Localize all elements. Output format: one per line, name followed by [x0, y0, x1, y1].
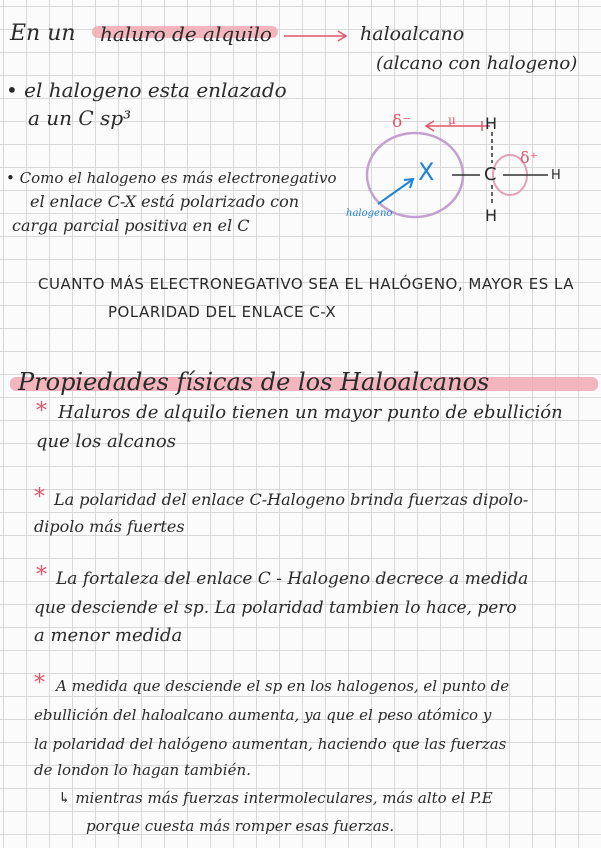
point3-line2: que desciende el sp. La polaridad tambien lo hace, pero: [34, 598, 517, 618]
dipole-mu-label: μ: [448, 113, 456, 127]
point4-star: *: [34, 671, 45, 696]
atom-h-bottom: H: [485, 206, 498, 225]
point3-line1: La fortaleza del enlace C - Halogeno decrece a medida: [56, 569, 529, 589]
bullet2-line2: el enlace C-X está polarizado con: [30, 192, 300, 211]
point3-star: *: [36, 563, 47, 588]
delta-plus-label: δ⁺: [520, 148, 539, 167]
statement-line2: POLARIDAD DEL ENLACE C-X: [108, 303, 337, 321]
bullet2-line3: carga parcial positiva en el C: [12, 216, 250, 235]
point4-line2: ebullición del haloalcano aumenta, ya que el peso atómico y: [34, 706, 492, 724]
point4-line1: A medida que desciende el sp en los halogenos, el punto de: [56, 677, 510, 695]
intro-line1-b: haloalcano: [360, 23, 465, 45]
point2-line2: dipolo más fuertes: [34, 517, 185, 536]
atom-h-right: H: [551, 168, 561, 183]
section-title: Propiedades físicas de los Haloalcanos: [18, 368, 490, 396]
bullet2-line1: • Como el halogeno es más electronegativo: [6, 169, 337, 187]
point4-line4: de london lo hagan también.: [34, 761, 251, 779]
bullet1-line1: • el halogeno esta enlazado: [6, 78, 287, 102]
point4-line6: porque cuesta más romper esas fuerzas.: [86, 817, 395, 835]
halogeno-label: halogeno: [346, 208, 393, 219]
point1-line1: Haluros de alquilo tienen un mayor punto de ebullición: [58, 402, 563, 423]
point4-line3: la polaridad del halógeno aumentan, haciendo que las fuerzas: [34, 735, 507, 753]
bullet1-line2: a un C sp³: [28, 106, 132, 130]
point1-line2: que los alcanos: [36, 431, 177, 452]
statement-line1: CUANTO MÁS ELECTRONEGATIVO SEA EL HALÓGENO, MAYOR ES LA: [38, 275, 574, 293]
intro-line2: (alcano con halogeno): [376, 53, 578, 74]
atom-x: X: [418, 158, 435, 186]
atom-h-top: H: [485, 114, 498, 133]
point1-star: *: [36, 399, 47, 424]
point4-line5: ↳ mientras más fuerzas intermoleculares, más alto el P.E: [58, 789, 493, 807]
intro-line1-highlighted: haluro de alquilo: [100, 22, 272, 46]
point2-line1: La polaridad del enlace C-Halogeno brinda fuerzas dipolo-: [54, 490, 529, 509]
point2-star: *: [34, 485, 45, 510]
delta-minus-label: δ⁻: [392, 112, 412, 132]
point3-line3: a menor medida: [34, 625, 183, 646]
atom-c: C: [484, 164, 497, 185]
intro-line1-a: En un: [10, 21, 76, 46]
